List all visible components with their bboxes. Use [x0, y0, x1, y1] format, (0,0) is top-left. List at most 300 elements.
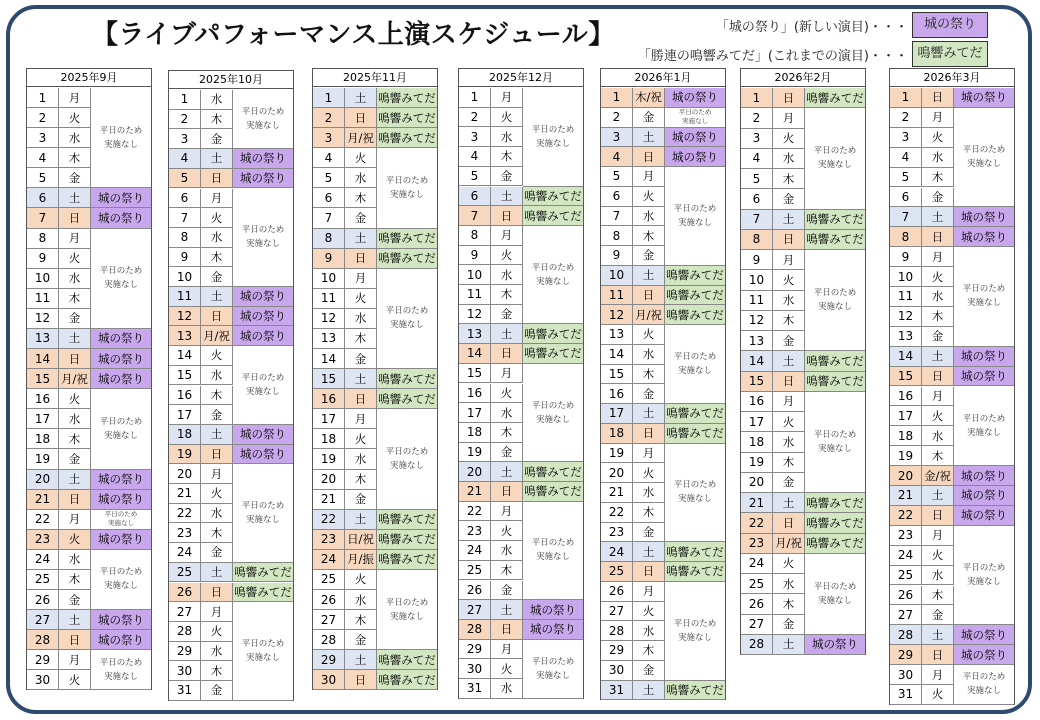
day-of-week: 水: [59, 409, 91, 429]
performance-cell: 城の祭り: [954, 645, 1014, 665]
day-of-week: 金/祝: [922, 466, 954, 486]
day-number: 11: [601, 286, 633, 306]
performance-cell: 城の祭り: [233, 169, 293, 189]
day-of-week: 月: [773, 108, 805, 128]
day-number: 18: [890, 426, 922, 446]
day-number: 23: [601, 523, 633, 543]
month-header: 2025年9月: [27, 69, 151, 87]
day-of-week: 木: [201, 386, 233, 406]
month-header: 2026年3月: [890, 69, 1014, 87]
day-of-week: 土: [633, 128, 665, 148]
performance-cell: 鳴響みてだ: [377, 650, 437, 670]
day-of-week: 日: [633, 147, 665, 167]
performance-cell: 城の祭り: [91, 610, 151, 630]
day-number: 4: [169, 149, 201, 169]
day-of-week: 木: [491, 285, 523, 305]
day-of-week: 火: [922, 685, 954, 705]
day-number: 3: [601, 128, 633, 148]
day-of-week: 日: [922, 88, 954, 108]
performance-cell: 鳴響みてだ: [805, 230, 865, 250]
day-number: 27: [27, 610, 59, 630]
day-of-week: 日: [59, 490, 91, 510]
day-number: 19: [313, 449, 345, 469]
performance-cell: 城の祭り: [233, 445, 293, 465]
no-performance-note: 平日のため 実施なし: [665, 582, 725, 681]
performance-cell: 城の祭り: [91, 349, 151, 369]
performance-cell: 城の祭り: [91, 369, 151, 389]
day-number: 24: [741, 554, 773, 574]
day-of-week: 月: [201, 189, 233, 209]
legend-new: [716, 12, 988, 38]
performance-cell: 鳴響みてだ: [665, 286, 725, 306]
day-number: 22: [741, 513, 773, 533]
day-of-week: 日: [773, 372, 805, 392]
day-of-week: 水: [491, 403, 523, 423]
day-of-week: 月: [201, 464, 233, 484]
day-number: 6: [27, 188, 59, 208]
performance-cell: 鳴響みてだ: [523, 344, 583, 364]
day-of-week: 木: [59, 570, 91, 590]
day-of-week: 土: [922, 207, 954, 227]
day-number: 18: [27, 429, 59, 449]
day-number: 11: [459, 285, 491, 305]
performance-cell: 城の祭り: [665, 147, 725, 167]
performance-cell: 城の祭り: [954, 466, 1014, 486]
day-of-week: 金: [633, 384, 665, 404]
day-of-week: 日: [345, 108, 377, 128]
performance-cell: 鳴響みてだ: [805, 351, 865, 371]
day-of-week: 木: [773, 311, 805, 331]
day-number: 7: [741, 210, 773, 230]
performance-cell: 城の祭り: [954, 486, 1014, 506]
day-of-week: 火: [633, 325, 665, 345]
month-calendar: [312, 68, 438, 690]
day-of-week: 水: [491, 127, 523, 147]
day-number: 1: [601, 88, 633, 108]
day-of-week: 水: [633, 207, 665, 227]
day-number: 16: [741, 392, 773, 412]
day-of-week: 金: [59, 168, 91, 188]
day-of-week: 土: [345, 650, 377, 670]
day-of-week: 金: [59, 309, 91, 329]
day-of-week: 日: [345, 249, 377, 269]
day-number: 7: [27, 208, 59, 228]
day-number: 9: [313, 249, 345, 269]
no-performance-note: 平日のため 実施なし: [233, 464, 293, 563]
day-number: 6: [313, 188, 345, 208]
day-of-week: 火: [59, 530, 91, 550]
no-performance-note: 平日のため 実施なし: [805, 554, 865, 635]
no-performance-note: 平日のため 実施なし: [665, 108, 725, 128]
day-of-week: 日: [345, 389, 377, 409]
day-number: 22: [601, 503, 633, 523]
day-of-week: 火: [773, 554, 805, 574]
day-number: 16: [27, 389, 59, 409]
day-number: 17: [890, 406, 922, 426]
day-number: 11: [741, 291, 773, 311]
day-number: 22: [27, 510, 59, 530]
day-of-week: 木: [59, 289, 91, 309]
day-number: 28: [313, 630, 345, 650]
day-of-week: 木: [633, 226, 665, 246]
legend-new-swatch: 城の祭り: [912, 12, 988, 38]
day-number: 6: [741, 189, 773, 209]
day-number: 4: [313, 148, 345, 168]
performance-cell: 城の祭り: [91, 188, 151, 208]
day-of-week: 木: [922, 446, 954, 466]
legend-old: [638, 41, 988, 67]
day-number: 2: [313, 108, 345, 128]
day-of-week: 金: [773, 331, 805, 351]
day-number: 26: [169, 583, 201, 603]
day-number: 5: [890, 168, 922, 188]
no-performance-note: 平日のため 実施なし: [805, 392, 865, 493]
day-of-week: 金: [491, 581, 523, 601]
day-number: 3: [459, 127, 491, 147]
day-of-week: 火: [922, 546, 954, 566]
day-number: 25: [601, 562, 633, 582]
day-number: 5: [741, 169, 773, 189]
day-number: 24: [459, 541, 491, 561]
performance-cell: 鳴響みてだ: [377, 369, 437, 389]
day-of-week: 金: [345, 208, 377, 228]
no-performance-note: 平日のため 実施なし: [377, 148, 437, 228]
day-number: 28: [169, 622, 201, 642]
day-of-week: 水: [201, 90, 233, 110]
day-number: 28: [601, 621, 633, 641]
day-of-week: 月: [491, 88, 523, 108]
day-of-week: 火: [922, 406, 954, 426]
performance-cell: 城の祭り: [91, 490, 151, 510]
day-number: 9: [741, 250, 773, 270]
performance-cell: 城の祭り: [91, 470, 151, 490]
day-number: 17: [313, 409, 345, 429]
day-number: 31: [459, 679, 491, 699]
day-number: 22: [169, 504, 201, 524]
day-number: 2: [601, 108, 633, 128]
performance-cell: 城の祭り: [954, 367, 1014, 387]
day-number: 19: [459, 443, 491, 463]
day-number: 27: [890, 605, 922, 625]
day-of-week: 日: [201, 169, 233, 189]
day-of-week: 土: [59, 188, 91, 208]
day-of-week: 金: [922, 188, 954, 208]
performance-cell: 鳴響みてだ: [377, 670, 437, 690]
day-of-week: 水: [922, 148, 954, 168]
no-performance-note: 平日のため 実施なし: [377, 269, 437, 369]
day-number: 1: [313, 88, 345, 108]
day-number: 18: [313, 429, 345, 449]
day-number: 22: [890, 506, 922, 526]
day-number: 14: [169, 346, 201, 366]
day-of-week: 月: [633, 582, 665, 602]
month-header: 2025年12月: [459, 69, 583, 87]
performance-cell: 城の祭り: [91, 630, 151, 650]
day-number: 5: [459, 167, 491, 187]
performance-cell: 鳴響みてだ: [377, 128, 437, 148]
day-of-week: 水: [773, 574, 805, 594]
no-performance-note: 平日のため 実施なし: [523, 364, 583, 463]
no-performance-note: 平日のため 実施なし: [954, 247, 1014, 347]
day-of-week: 木: [491, 147, 523, 167]
day-of-week: 月: [491, 502, 523, 522]
day-of-week: 月: [773, 392, 805, 412]
performance-cell: 城の祭り: [954, 347, 1014, 367]
day-number: 6: [459, 187, 491, 207]
day-of-week: 月: [345, 409, 377, 429]
day-number: 10: [313, 269, 345, 289]
day-number: 21: [27, 490, 59, 510]
day-of-week: 日: [773, 88, 805, 108]
day-number: 11: [169, 287, 201, 307]
day-of-week: 土: [345, 369, 377, 389]
day-number: 10: [459, 265, 491, 285]
day-number: 8: [890, 227, 922, 247]
day-of-week: 月: [59, 510, 91, 530]
performance-cell: 鳴響みてだ: [805, 210, 865, 230]
performance-cell: 鳴響みてだ: [233, 583, 293, 603]
day-number: 4: [890, 148, 922, 168]
day-number: 28: [27, 630, 59, 650]
day-number: 25: [169, 563, 201, 583]
month-header: 2026年2月: [741, 69, 865, 87]
day-number: 13: [313, 329, 345, 349]
day-of-week: 土: [201, 287, 233, 307]
day-number: 23: [313, 530, 345, 550]
day-number: 27: [741, 615, 773, 635]
day-of-week: 金: [59, 590, 91, 610]
day-of-week: 月: [491, 640, 523, 660]
day-of-week: 火: [633, 602, 665, 622]
performance-cell: 鳴響みてだ: [665, 562, 725, 582]
day-of-week: 日: [633, 424, 665, 444]
day-number: 30: [459, 659, 491, 679]
day-of-week: 火: [59, 108, 91, 128]
day-of-week: 水: [922, 287, 954, 307]
performance-cell: 鳴響みてだ: [377, 108, 437, 128]
day-number: 1: [741, 88, 773, 108]
day-of-week: 木: [922, 307, 954, 327]
day-of-week: 木: [491, 561, 523, 581]
day-number: 14: [27, 349, 59, 369]
day-number: 9: [459, 246, 491, 266]
day-of-week: 金: [773, 615, 805, 635]
day-number: 10: [27, 269, 59, 289]
day-of-week: 月: [922, 108, 954, 128]
day-number: 1: [890, 88, 922, 108]
day-number: 8: [459, 226, 491, 246]
day-of-week: 火: [491, 384, 523, 404]
day-number: 6: [601, 187, 633, 207]
day-of-week: 木: [59, 148, 91, 168]
day-number: 28: [741, 635, 773, 655]
no-performance-note: 平日のため 実施なし: [91, 510, 151, 530]
no-performance-note: 平日のため 実施なし: [523, 88, 583, 187]
day-number: 20: [741, 473, 773, 493]
day-number: 31: [169, 681, 201, 701]
day-of-week: 土: [491, 462, 523, 482]
no-performance-note: 平日のため 実施なし: [377, 409, 437, 509]
day-of-week: 日/祝: [345, 530, 377, 550]
day-number: 11: [27, 289, 59, 309]
day-of-week: 日: [922, 506, 954, 526]
day-number: 21: [890, 486, 922, 506]
day-of-week: 土: [773, 493, 805, 513]
day-of-week: 日: [491, 620, 523, 640]
day-number: 14: [890, 347, 922, 367]
day-of-week: 木: [773, 453, 805, 473]
day-of-week: 月/振: [345, 550, 377, 570]
day-number: 29: [890, 645, 922, 665]
day-number: 17: [741, 412, 773, 432]
day-number: 27: [313, 610, 345, 630]
performance-cell: 鳴響みてだ: [233, 563, 293, 583]
day-number: 2: [27, 108, 59, 128]
no-performance-note: 平日のため 実施なし: [233, 602, 293, 701]
day-of-week: 土: [201, 149, 233, 169]
day-number: 8: [601, 226, 633, 246]
day-of-week: 金: [201, 681, 233, 701]
day-number: 2: [741, 108, 773, 128]
day-of-week: 火: [59, 670, 91, 690]
day-number: 26: [27, 590, 59, 610]
day-of-week: 月: [201, 602, 233, 622]
day-number: 30: [27, 670, 59, 690]
performance-cell: 城の祭り: [91, 208, 151, 228]
day-number: 23: [890, 526, 922, 546]
day-number: 12: [169, 307, 201, 327]
day-of-week: 木: [201, 661, 233, 681]
performance-cell: 鳴響みてだ: [377, 530, 437, 550]
day-of-week: 日: [59, 630, 91, 650]
performance-cell: 鳴響みてだ: [523, 462, 583, 482]
no-performance-note: 平日のため 実施なし: [954, 665, 1014, 705]
day-number: 9: [601, 246, 633, 266]
performance-cell: 城の祭り: [805, 635, 865, 655]
performance-cell: 鳴響みてだ: [805, 493, 865, 513]
day-number: 24: [601, 542, 633, 562]
day-of-week: 日: [201, 445, 233, 465]
day-number: 24: [27, 550, 59, 570]
performance-cell: 城の祭り: [954, 88, 1014, 108]
day-number: 12: [459, 305, 491, 325]
day-of-week: 土: [59, 610, 91, 630]
no-performance-note: 平日のため 実施なし: [805, 250, 865, 351]
day-number: 7: [459, 206, 491, 226]
day-of-week: 水: [59, 128, 91, 148]
day-of-week: 水: [59, 269, 91, 289]
day-number: 21: [459, 482, 491, 502]
no-performance-note: 平日のため 実施なし: [954, 108, 1014, 208]
day-number: 4: [741, 149, 773, 169]
day-number: 2: [459, 108, 491, 128]
day-number: 26: [601, 582, 633, 602]
performance-cell: 鳴響みてだ: [377, 550, 437, 570]
day-of-week: 日: [922, 367, 954, 387]
legend-new-text: 「城の祭り」(新しい演目)・・・: [715, 19, 908, 35]
day-of-week: 月: [59, 650, 91, 670]
day-of-week: 木: [201, 523, 233, 543]
day-number: 29: [601, 641, 633, 661]
no-performance-note: 平日のため 実施なし: [91, 550, 151, 610]
performance-cell: 鳴響みてだ: [523, 187, 583, 207]
day-number: 9: [27, 249, 59, 269]
day-number: 17: [459, 403, 491, 423]
day-number: 4: [601, 147, 633, 167]
day-of-week: 土: [773, 351, 805, 371]
day-of-week: 水: [201, 504, 233, 524]
day-of-week: 水: [201, 366, 233, 386]
day-of-week: 火: [773, 129, 805, 149]
day-number: 13: [169, 326, 201, 346]
day-number: 15: [741, 372, 773, 392]
day-number: 27: [169, 602, 201, 622]
performance-cell: 城の祭り: [523, 600, 583, 620]
day-of-week: 金: [491, 305, 523, 325]
day-of-week: 土: [773, 210, 805, 230]
day-of-week: 火: [345, 148, 377, 168]
day-number: 29: [169, 642, 201, 662]
day-of-week: 日: [345, 670, 377, 690]
performance-cell: 城の祭り: [233, 287, 293, 307]
day-of-week: 木: [773, 594, 805, 614]
day-number: 12: [27, 309, 59, 329]
day-number: 18: [741, 432, 773, 452]
day-of-week: 木: [345, 329, 377, 349]
day-of-week: 日: [491, 482, 523, 502]
day-number: 27: [459, 600, 491, 620]
day-number: 9: [169, 248, 201, 268]
day-number: 10: [741, 270, 773, 290]
day-number: 16: [601, 384, 633, 404]
day-of-week: 金: [633, 108, 665, 128]
day-of-week: 土: [491, 600, 523, 620]
day-of-week: 木: [633, 503, 665, 523]
day-number: 2: [890, 108, 922, 128]
day-number: 21: [313, 490, 345, 510]
day-number: 8: [313, 229, 345, 249]
performance-cell: 鳴響みてだ: [377, 510, 437, 530]
day-number: 20: [459, 462, 491, 482]
day-of-week: 水: [201, 642, 233, 662]
day-of-week: 木: [201, 248, 233, 268]
day-of-week: 日: [201, 583, 233, 603]
performance-cell: 鳴響みてだ: [377, 88, 437, 108]
day-of-week: 木: [773, 169, 805, 189]
day-of-week: 土: [633, 542, 665, 562]
day-number: 30: [601, 661, 633, 681]
day-of-week: 土: [773, 635, 805, 655]
day-of-week: 木: [345, 188, 377, 208]
day-number: 31: [601, 681, 633, 701]
day-number: 24: [890, 546, 922, 566]
day-of-week: 木: [201, 110, 233, 130]
day-of-week: 金: [773, 473, 805, 493]
day-of-week: 火: [345, 429, 377, 449]
month-calendar: [26, 68, 152, 690]
day-of-week: 月: [345, 269, 377, 289]
day-number: 30: [313, 670, 345, 690]
day-of-week: 火: [201, 622, 233, 642]
performance-cell: 鳴響みてだ: [523, 206, 583, 226]
day-number: 17: [27, 409, 59, 429]
day-number: 5: [169, 169, 201, 189]
day-number: 12: [601, 305, 633, 325]
day-of-week: 水: [345, 590, 377, 610]
day-number: 11: [313, 289, 345, 309]
day-of-week: 土: [633, 681, 665, 701]
day-of-week: 土: [922, 625, 954, 645]
